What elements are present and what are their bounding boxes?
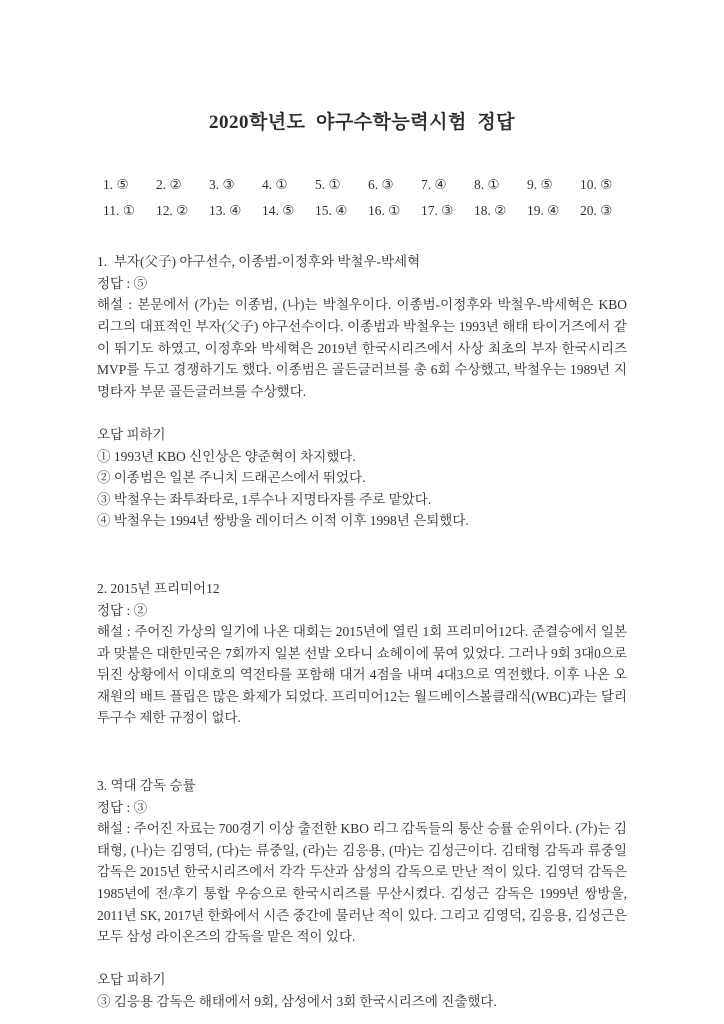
wrong-answer-block	[97, 424, 627, 532]
wrong-answer-item: ① 1993년 KBO 신인상은 양준혁이 차지했다.	[97, 448, 356, 464]
answer-key-item: 19. ④	[527, 202, 560, 218]
answer-key-item: 3. ③	[209, 177, 235, 192]
answer-key-item: 13. ④	[209, 202, 242, 218]
answer-key-item: 2. ②	[156, 177, 182, 192]
answer-key-item: 17. ③	[421, 202, 454, 218]
answer-key-item: 5. ①	[315, 177, 341, 192]
wrong-answer-item: ④ 박철우는 1994년 쌍방울 레이더스 이적 이후 1998년 은퇴했다.	[97, 513, 469, 529]
answer-key-item: 14. ⑤	[262, 202, 295, 218]
answer-key-item: 4. ①	[262, 177, 288, 192]
answer-key-item: 16. ①	[368, 202, 401, 218]
section-question-1	[97, 251, 627, 532]
section-question-2	[97, 578, 627, 729]
answer-key-item: 7. ④	[421, 177, 447, 192]
answer-key-item: 12. ②	[156, 202, 189, 218]
explanation-paragraph: 해설 : 주어진 자료는 700경기 이상 출전한 KBO 리그 감독들의 통산 승률 순위이다. (가)는 김태형, (나)는 김영덕, (다)는 류중일, (라)는 김응용, (마)는 김성근이다. 김태형 감독과 류중일 감독은 2015년 한국시리즈에서 각각 두산과 삼성의 감독으로 만난 적이 있다. 김영덕 감독은 1985년에 전/후기 통합 우승으로 한국시리즈를 무산시켰다. 김성근 감독은 1999년 쌍방울, 2011년 SK, 2017년 한화에서 시즌 중간에 물러난 적이 있다. 그리고 김영덕, 김응용, 김성근은 모두 삼성 라이온즈의 감독을 맡은 적이 있다.	[97, 821, 627, 945]
correct-answer-line: 정답 : ⑤	[97, 275, 148, 291]
answer-key-item: 10. ⑤	[580, 177, 613, 192]
answer-key-item: 6. ③	[368, 177, 394, 192]
answer-key-item: 20. ③	[580, 202, 613, 218]
explanation-paragraph: 해설 : 본문에서 (가)는 이종범, (나)는 박철우이다. 이종범-이정후와 박철우-박세혁은 KBO 리그의 대표적인 부자(父子) 야구선수이다. 이종범과 박철우는 1993년 해태 타이거즈에서 같이 뛰기도 하였고, 이정후와 박세혁은 2019년 한국시리즈에서 사상 최초의 부자 한국시리즈 MVP를 두고 경쟁하기도 했다. 이종범은 골든글러브를 총 6회 수상했고, 박철우는 1989년 지명타자 부문 골든글러브를 수상했다.	[97, 297, 627, 399]
explanation-paragraph: 해설 : 주어진 가상의 일기에 나온 대회는 2015년에 열린 1회 프리미어12다. 준결승에서 일본과 맞붙은 대한민국은 7회까지 일본 선발 오타니 쇼헤이에 묶여 있었다. 그러나 9회 3대0으로 뒤진 상황에서 이대호의 역전타를 포함해 대거 4점을 내며 4대3으로 역전했다. 이후 나온 오재원의 배트 플립은 많은 화제가 되었다. 프리미어12는 월드베이스볼클래식(WBC)과는 달리 투구수 제한 규정이 없다.	[97, 624, 627, 726]
answer-key-item: 8. ①	[474, 177, 500, 192]
answer-key-grid	[97, 174, 627, 221]
answer-key-item: 1. ⑤	[103, 177, 129, 192]
wrong-answer-title: 오답 피하기	[97, 426, 166, 442]
correct-answer-line: 정답 : ③	[97, 799, 148, 815]
wrong-answer-item: ③ 박철우는 좌투좌타로, 1루수나 지명타자를 주로 맡았다.	[97, 491, 432, 507]
answer-key-item: 18. ②	[474, 202, 507, 218]
answer-key-item: 11. ①	[103, 202, 135, 218]
wrong-answer-title: 오답 피하기	[97, 972, 166, 988]
section-heading: 1. 부자(父子) 야구선수, 이종범-이정후와 박철우-박세혁	[97, 254, 421, 270]
answer-key-item: 15. ④	[315, 202, 348, 218]
answer-key-item: 9. ⑤	[527, 177, 553, 192]
page-title: 2020학년도 야구수학능력시험 정답	[208, 112, 516, 133]
correct-answer-line: 정답 : ②	[97, 602, 148, 618]
section-heading: 2. 2015년 프리미어12	[97, 580, 220, 596]
wrong-answer-item: ② 이종범은 일본 주니치 드래곤스에서 뛰었다.	[97, 470, 366, 486]
wrong-answer-item: ③ 김응용 감독은 해태에서 9회, 삼성에서 3회 한국시리즈에 진출했다.	[97, 994, 497, 1009]
section-heading: 3. 역대 감독 승률	[97, 778, 196, 794]
section-question-3	[97, 775, 627, 1013]
wrong-answer-block	[97, 969, 627, 1012]
